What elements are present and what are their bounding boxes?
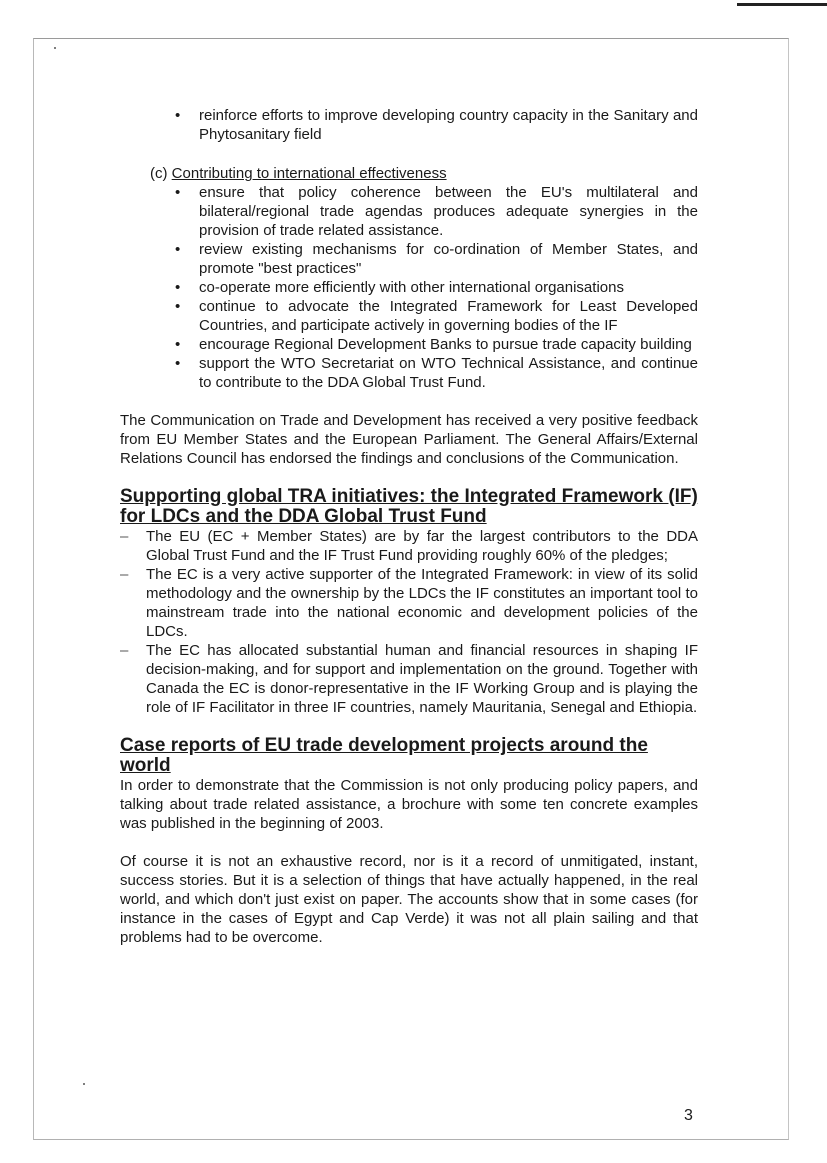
list-item [120, 297, 698, 335]
document-body [120, 106, 698, 947]
list-item-text: review existing mechanisms for co-ordination of Member States, and promote "best practices" [199, 241, 698, 277]
list-item-text: continue to advocate the Integrated Framework for Least Developed Countries, and participate actively in governing bodies of the IF [199, 298, 698, 334]
list-item-text: encourage Regional Development Banks to pursue trade capacity building [199, 336, 692, 353]
subsection-heading [150, 164, 698, 183]
list-item-text: The EC is a very active supporter of the Integrated Framework: in view of its solid methodology and the ownership by the LDCs the IF constitutes an important tool to mainstream trade into the national economic and development policies of the LDCs. [146, 566, 698, 640]
list-item [120, 354, 698, 392]
list-item-text: co-operate more efficiently with other international organisations [199, 279, 624, 296]
bullet-icon: • [175, 279, 181, 296]
list-item-text: reinforce efforts to improve developing country capacity in the Sanitary and Phytosanitary field [199, 107, 698, 143]
intro-bullet-list [120, 106, 698, 144]
page-number: 3 [684, 1107, 693, 1124]
section-heading-case-reports: Case reports of EU trade development projects around the world [120, 735, 648, 776]
dash-icon: – [120, 566, 129, 583]
list-item [120, 565, 698, 641]
subsection-prefix: (c) [150, 165, 172, 182]
list-item-text: ensure that policy coherence between the EU's multilateral and bilateral/regional trade agendas produces adequate synergies in the provision of trade related assistance. [199, 184, 698, 239]
bullet-icon: • [175, 336, 181, 353]
list-item [120, 278, 698, 297]
communication-paragraph: The Communication on Trade and Development has received a very positive feedback from EU Member States and the European Parliament. The General Affairs/External Relations Council has endorsed the findings and conclusions of the Communication. [120, 412, 698, 467]
list-item-text: The EC has allocated substantial human and financial resources in shaping IF decision-making, and for support and implementation on the ground. Together with Canada the EC is donor-representative in the IF Working Group and is playing the role of IF Facilitator in three IF countries, namely Mauritania, Senegal and Ethiopia. [146, 642, 698, 716]
scan-speck [83, 1083, 85, 1085]
section-heading-if: Supporting global TRA initiatives: the Integrated Framework (IF) for LDCs and the DDA Global Trust Fund [120, 486, 698, 527]
dash-icon: – [120, 642, 129, 659]
list-item [120, 106, 698, 144]
list-item [120, 183, 698, 240]
list-item-text: support the WTO Secretariat on WTO Technical Assistance, and continue to contribute to the DDA Global Trust Fund. [199, 355, 698, 391]
subsection-bullet-list [120, 183, 698, 392]
dash-icon: – [120, 528, 129, 545]
subsection-title: Contributing to international effectiveness [171, 165, 447, 182]
case-paragraph-2: Of course it is not an exhaustive record, nor is it a record of unmitigated, instant, success stories. But it is a selection of things that have actually happened, in the real world, and which don't just exist on paper. The accounts show that in some cases (for instance in the cases of Egypt and Cap Verde) it was not all plain sailing and that problems had to be overcome. [120, 853, 698, 946]
scan-mark [737, 3, 827, 6]
bullet-icon: • [175, 241, 181, 258]
list-item [120, 641, 698, 717]
list-item [120, 527, 698, 565]
bullet-icon: • [175, 107, 181, 124]
scan-speck [54, 47, 56, 49]
bullet-icon: • [175, 298, 181, 315]
bullet-icon: • [175, 355, 181, 372]
case-paragraph-1: In order to demonstrate that the Commission is not only producing policy papers, and talking about trade related assistance, a brochure with some ten concrete examples was published in the beginning of 2003. [120, 777, 698, 832]
list-item [120, 335, 698, 354]
list-item [120, 240, 698, 278]
list-item-text: The EU (EC + Member States) are by far the largest contributors to the DDA Global Trust Fund and the IF Trust Fund providing roughly 60% of the pledges; [146, 528, 698, 564]
bullet-icon: • [175, 184, 181, 201]
if-dash-list [120, 527, 698, 717]
